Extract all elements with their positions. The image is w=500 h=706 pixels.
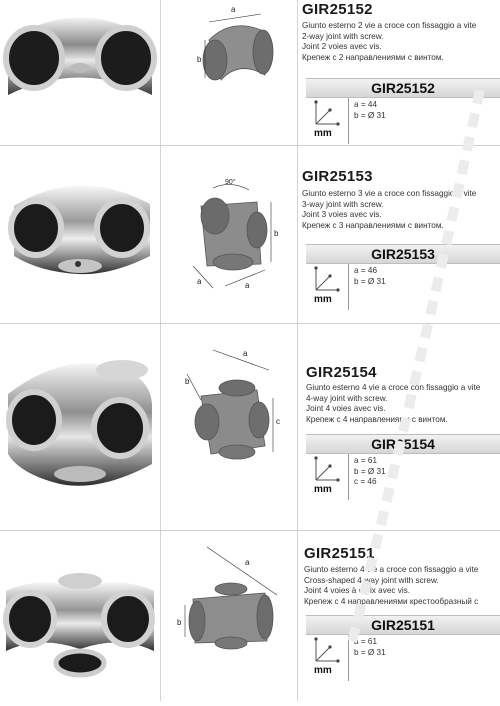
product-row-gir25152: [0, 0, 500, 145]
dim-label-b: b: [274, 229, 279, 238]
product-description: [302, 189, 476, 231]
desc-it: Giunto esterno 3 vie a croce con fissaggio a vite: [302, 189, 477, 198]
technical-drawing: [160, 324, 298, 531]
desc-fr: Joint 2 voies avec vis.: [302, 42, 382, 51]
technical-drawing: [160, 531, 298, 701]
product-description: [306, 383, 480, 425]
product-code-title: GIR25151: [304, 545, 375, 562]
desc-en: 4-way joint with screw.: [306, 393, 388, 403]
axis-icon: [308, 454, 349, 500]
product-info: [300, 324, 500, 531]
product-row-gir25154: [0, 323, 500, 531]
dim-a: a = 44: [354, 100, 377, 109]
dimensions-block: [308, 264, 448, 310]
product-code-title: GIR25154: [306, 364, 377, 381]
product-photo: [0, 146, 160, 324]
dim-b: b = Ø 31: [354, 647, 386, 657]
dim-b: b = Ø 31: [354, 466, 386, 476]
dim-label-a-2: a: [245, 281, 250, 290]
dimension-values: [354, 637, 386, 658]
technical-drawing: [160, 0, 298, 145]
desc-fr: Joint 3 voies avec vis.: [302, 210, 382, 219]
product-row-gir25151: [0, 530, 500, 701]
dim-a: a = 46: [354, 266, 377, 275]
product-description: [302, 21, 476, 63]
dim-label-a: a: [231, 5, 236, 14]
product-description: [304, 565, 478, 607]
desc-it: Giunto esterno 2 vie a croce con fissaggio a vite: [302, 21, 477, 30]
axis-icon: [308, 98, 349, 144]
dim-label-a: a: [245, 558, 250, 567]
dim-label-a: a: [243, 349, 248, 358]
unit-label: mm: [314, 484, 332, 495]
code-bar-label: GIR25152: [371, 80, 435, 96]
desc-en: 2-way joint with screw.: [302, 31, 384, 41]
dimension-values: [354, 100, 386, 121]
axis-icon: [308, 635, 349, 681]
dimension-values: [354, 266, 386, 287]
dimension-values: [354, 456, 386, 488]
dimensions-block: [308, 454, 448, 500]
dim-a: a = 61: [354, 637, 377, 646]
unit-label: mm: [314, 665, 332, 676]
dim-c: c = 46: [354, 477, 377, 486]
dim-label-b: b: [197, 55, 202, 64]
desc-fr: Joint 4 voies avec vis.: [306, 404, 386, 413]
dim-label-b: b: [185, 377, 190, 386]
dim-label-a: a: [197, 277, 202, 286]
desc-it: Giunto esterno 4 vie a croce con fissaggio a vite: [304, 565, 479, 574]
dimensions-block: [308, 635, 448, 681]
code-bar: [306, 244, 500, 264]
code-bar: [306, 434, 500, 454]
dim-a: a = 61: [354, 456, 377, 465]
code-bar-label: GIR25153: [371, 246, 435, 262]
dim-b: b = Ø 31: [354, 276, 386, 286]
dim-label-b: b: [177, 618, 182, 627]
product-info: [300, 0, 500, 145]
code-bar: [306, 615, 500, 635]
product-photo: [0, 0, 160, 145]
desc-ru: Крепеж с 4 направлениями с винтом.: [306, 414, 448, 424]
product-photo: [0, 324, 160, 531]
product-info: [300, 531, 500, 701]
product-row-gir25153: [0, 145, 500, 324]
unit-label: mm: [314, 128, 332, 139]
product-info: [300, 146, 500, 324]
code-bar-label: GIR25151: [371, 617, 435, 633]
desc-en: 3-way joint with screw.: [302, 199, 384, 209]
code-bar-label: GIR25154: [371, 436, 435, 452]
product-code-title: GIR25152: [302, 1, 373, 18]
code-bar: [306, 78, 500, 98]
desc-ru: Крепеж с 4 направлениями крестообразный с: [304, 596, 479, 606]
desc-en: Cross-shaped 4-way joint with screw.: [304, 575, 439, 585]
product-photo: [0, 531, 160, 701]
dim-b: b = Ø 31: [354, 110, 386, 120]
angle-label: 90°: [225, 179, 236, 186]
dim-label-c: c: [276, 417, 280, 426]
desc-fr: Joint 4 voies à croix avec vis.: [304, 586, 411, 595]
desc-it: Giunto esterno 4 vie a croce con fissaggio a vite: [306, 383, 481, 392]
desc-ru: Крепеж с 2 направлениями с винтом.: [302, 52, 444, 62]
axis-icon: [308, 264, 349, 310]
technical-drawing: [160, 146, 298, 324]
product-code-title: GIR25153: [302, 168, 373, 185]
desc-ru: Крепеж с 3 направлениями с винтом.: [302, 220, 444, 230]
unit-label: mm: [314, 294, 332, 305]
dimensions-block: [308, 98, 448, 144]
